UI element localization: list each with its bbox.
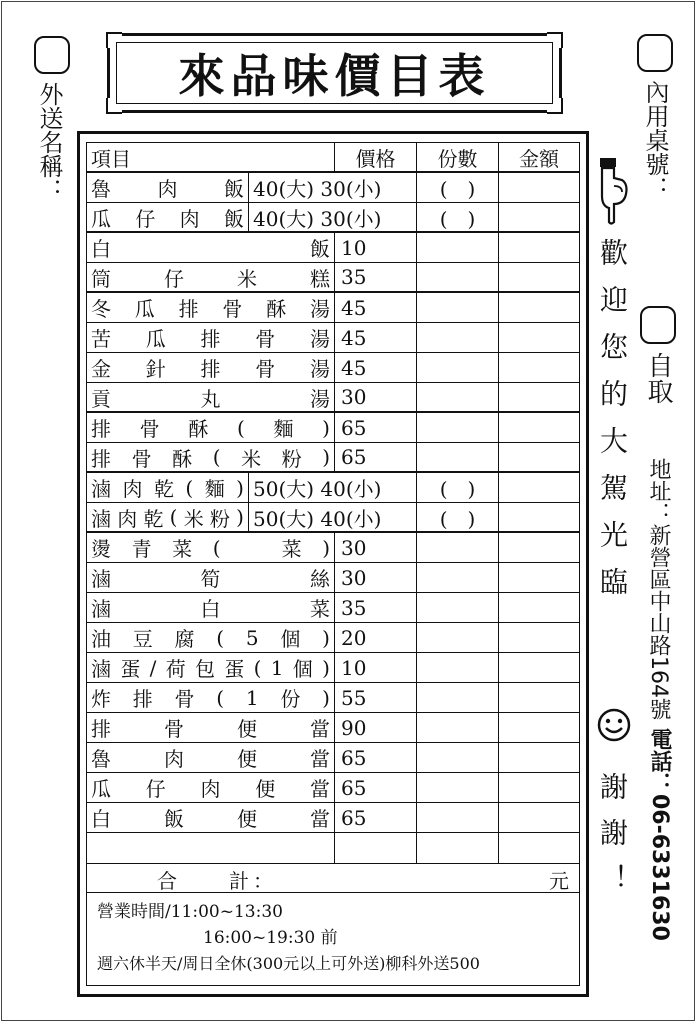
item-price: 50(大) 40(小) [249, 503, 417, 531]
item-amount[interactable] [499, 683, 579, 712]
item-qty[interactable] [417, 413, 499, 442]
item-qty[interactable] [417, 563, 499, 592]
item-amount[interactable] [499, 293, 579, 322]
table-row [87, 713, 579, 743]
item-qty[interactable] [417, 773, 499, 802]
table-row [87, 293, 579, 323]
table-row [87, 443, 579, 473]
empty-cell [417, 833, 499, 863]
item-name: 滷 肉 乾 ( 麵 ) [87, 473, 249, 502]
item-name: 魯 肉 便 當 [87, 743, 335, 772]
delivery-name-label: 外送名稱： [35, 82, 63, 202]
item-qty[interactable] [417, 803, 499, 832]
item-amount[interactable] [499, 533, 579, 562]
item-amount[interactable] [499, 473, 579, 502]
item-amount[interactable] [499, 773, 579, 802]
address-text: 地址：新營區中山路164號 [646, 458, 671, 720]
item-amount[interactable] [499, 503, 579, 531]
item-name: 燙 青 菜 ( 菜 ) [87, 533, 335, 562]
item-name: 貢 丸 湯 [87, 383, 335, 411]
dine-in-checkbox[interactable] [637, 34, 673, 72]
item-price: 45 [335, 293, 417, 322]
item-qty[interactable] [417, 383, 499, 411]
item-amount[interactable] [499, 593, 579, 622]
item-name: 白 飯 便 當 [87, 803, 335, 832]
item-price: 45 [335, 353, 417, 382]
item-price: 55 [335, 683, 417, 712]
item-qty[interactable]: ( ) [417, 173, 499, 202]
pointing-hand-icon [598, 156, 632, 226]
item-amount[interactable] [499, 233, 579, 262]
item-price: 45 [335, 323, 417, 352]
item-name: 滷 筍 絲 [87, 563, 335, 592]
table-row [87, 803, 579, 833]
item-name: 金 針 排 骨 湯 [87, 353, 335, 382]
item-price: 90 [335, 713, 417, 742]
header-item: 項目 [87, 143, 335, 171]
item-price: 65 [335, 773, 417, 802]
item-qty[interactable]: ( ) [417, 503, 499, 531]
item-price: 30 [335, 563, 417, 592]
item-price: 40(大) 30(小) [249, 203, 417, 231]
item-price: 30 [335, 533, 417, 562]
item-qty[interactable]: ( ) [417, 473, 499, 502]
item-qty[interactable] [417, 653, 499, 682]
item-name: 滷 肉 乾 ( 米 粉 ) [87, 503, 249, 531]
item-qty[interactable] [417, 293, 499, 322]
item-price: 35 [335, 593, 417, 622]
item-price: 30 [335, 383, 417, 411]
item-amount[interactable] [499, 173, 579, 202]
item-name: 油 豆 腐 ( 5 個 ) [87, 623, 335, 652]
table-row [87, 773, 579, 803]
table-row [87, 473, 579, 503]
item-qty[interactable] [417, 233, 499, 262]
table-row [87, 593, 579, 623]
table-row [87, 503, 579, 533]
item-amount[interactable] [499, 653, 579, 682]
table-header-row [87, 143, 579, 173]
item-name: 滷 白 菜 [87, 593, 335, 622]
item-amount[interactable] [499, 713, 579, 742]
header-amount: 金額 [519, 146, 559, 171]
item-name: 瓜 仔 肉 飯 [87, 203, 249, 231]
table-row [87, 533, 579, 563]
header-qty: 份數 [417, 143, 499, 171]
item-name: 滷 蛋 / 荷 包 蛋 ( 1 個 ) [87, 653, 335, 682]
table-row [87, 683, 579, 713]
item-price: 10 [335, 653, 417, 682]
item-amount[interactable] [499, 383, 579, 411]
item-price: 10 [335, 233, 417, 262]
item-qty[interactable] [417, 713, 499, 742]
item-name: 白 飯 [87, 233, 335, 262]
item-amount[interactable] [499, 563, 579, 592]
item-amount[interactable] [499, 803, 579, 832]
dine-in-table-label: 內用桌號： [641, 80, 669, 200]
header-price: 價格 [335, 143, 417, 171]
item-qty[interactable] [417, 353, 499, 382]
table-row-empty [87, 833, 579, 863]
item-amount[interactable] [499, 263, 579, 291]
table-row [87, 203, 579, 233]
table-row [87, 623, 579, 653]
item-amount[interactable] [499, 353, 579, 382]
table-row [87, 563, 579, 593]
item-amount[interactable] [499, 743, 579, 772]
item-name: 排 骨 酥 ( 米 粉 ) [87, 443, 335, 471]
table-row [87, 323, 579, 353]
item-price: 65 [335, 413, 417, 442]
item-amount[interactable] [499, 413, 579, 442]
item-qty[interactable] [417, 743, 499, 772]
item-name: 排 骨 便 當 [87, 713, 335, 742]
item-name: 筒 仔 米 糕 [87, 263, 335, 291]
item-name: 炸 排 骨 ( 1 份 ) [87, 683, 335, 712]
table-row [87, 173, 579, 203]
table-row [87, 743, 579, 773]
item-name: 瓜 仔 肉 便 當 [87, 773, 335, 802]
empty-cell [87, 833, 335, 863]
item-qty[interactable] [417, 323, 499, 352]
item-qty[interactable] [417, 623, 499, 652]
total-unit: 元 [549, 868, 569, 893]
item-price: 40(大) 30(小) [249, 173, 417, 202]
item-qty[interactable] [417, 683, 499, 712]
item-qty[interactable] [417, 263, 499, 291]
self-pickup-label: 自取 [643, 352, 673, 404]
price-table [77, 131, 589, 997]
delivery-checkbox[interactable] [34, 36, 70, 74]
hours-line-3: 週六休半天/周日全休(300元以上可外送)柳科外送500 [97, 954, 480, 973]
item-price: 50(大) 40(小) [249, 473, 417, 502]
table-row [87, 383, 579, 413]
item-name: 魯 肉 飯 [87, 173, 249, 202]
item-qty[interactable] [417, 533, 499, 562]
empty-cell [335, 833, 417, 863]
self-pickup-checkbox[interactable] [640, 306, 676, 344]
item-amount[interactable] [499, 203, 579, 231]
smiley-icon [597, 708, 631, 742]
business-hours [86, 892, 580, 986]
table-row [87, 413, 579, 443]
thanks-text: 謝謝！ [596, 772, 629, 910]
item-price: 20 [335, 623, 417, 652]
item-qty[interactable] [417, 443, 499, 471]
item-amount[interactable] [499, 443, 579, 471]
table-row [87, 653, 579, 683]
price-grid [86, 142, 580, 864]
total-row [86, 864, 580, 894]
item-qty[interactable] [417, 593, 499, 622]
item-amount[interactable] [499, 623, 579, 652]
item-price: 35 [335, 263, 417, 291]
item-name: 排 骨 酥 ( 麵 ) [87, 413, 335, 442]
item-name: 苦 瓜 排 骨 湯 [87, 323, 335, 352]
hours-line-2: 16:00~19:30 前 [203, 928, 338, 948]
table-row [87, 353, 579, 383]
total-label: 合 計： [157, 868, 277, 893]
item-price: 65 [335, 443, 417, 471]
item-amount[interactable] [499, 323, 579, 352]
item-price: 65 [335, 803, 417, 832]
item-qty[interactable]: ( ) [417, 203, 499, 231]
phone-text: 電話：06-6331630 [647, 728, 672, 941]
welcome-text: 歡迎您的大駕光臨 [596, 238, 629, 614]
menu-title-box [107, 33, 562, 113]
page-title: 來品味價目表 [178, 49, 491, 103]
empty-cell [499, 833, 579, 863]
hours-line-1: 營業時間/11:00~13:30 [97, 902, 283, 922]
item-price: 65 [335, 743, 417, 772]
table-row [87, 233, 579, 263]
item-name: 冬 瓜 排 骨 酥 湯 [87, 293, 335, 322]
table-row [87, 263, 579, 293]
